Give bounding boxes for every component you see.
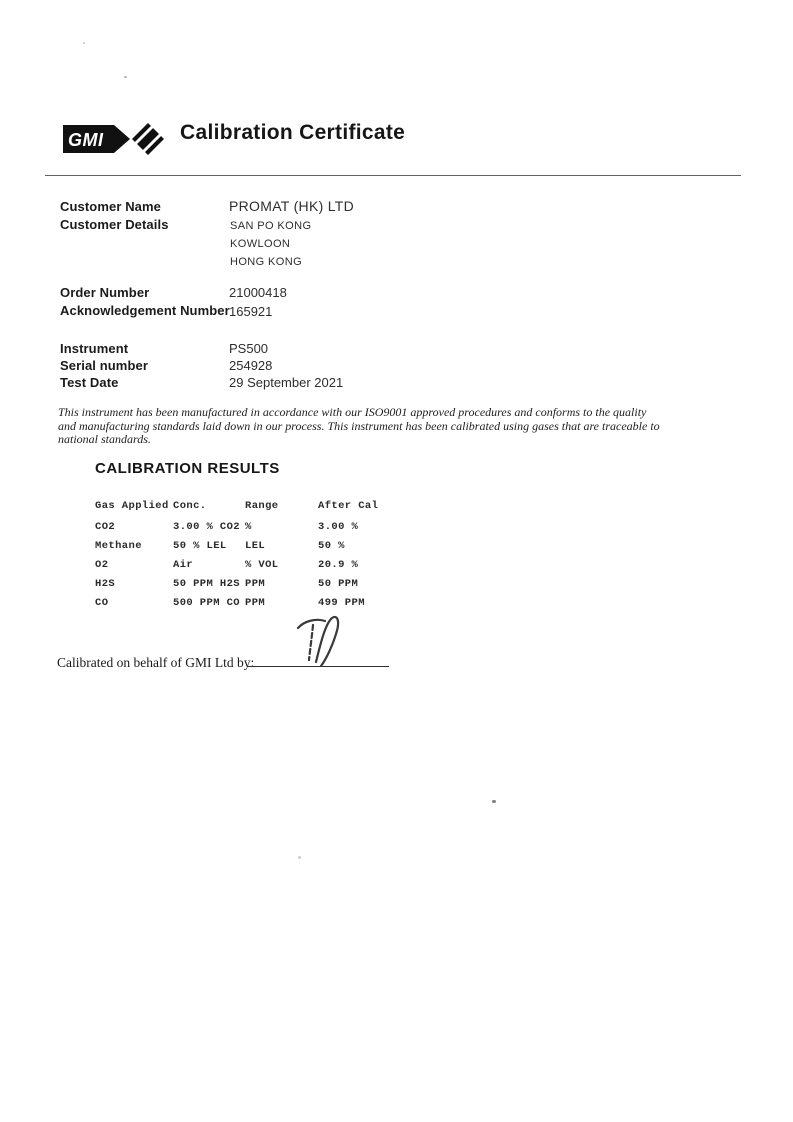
table-cell: % xyxy=(245,521,252,533)
table-cell: 20.9 % xyxy=(318,559,359,571)
signature-icon xyxy=(292,608,356,672)
table-row xyxy=(95,521,425,535)
acknowledgement-number-value: 165921 xyxy=(229,304,273,319)
table-cell: 499 PPM xyxy=(318,597,365,609)
page-title: Calibration Certificate xyxy=(180,121,406,144)
table-cell: O2 xyxy=(95,559,109,571)
table-header-row xyxy=(95,500,425,514)
customer-name-value: PROMAT (HK) LTD xyxy=(229,198,355,214)
diamond-slashes-icon xyxy=(132,123,164,155)
scan-speck xyxy=(83,42,85,44)
customer-address-line: SAN PO KONG xyxy=(230,220,312,232)
table-header-cell: Conc. xyxy=(173,500,207,512)
handwritten-signature xyxy=(292,608,356,672)
table-cell: 3.00 % CO2 xyxy=(173,521,241,533)
table-cell: % VOL xyxy=(245,559,279,571)
scan-speck xyxy=(124,76,127,78)
acknowledgement-number-label: Acknowledgement Number xyxy=(60,303,230,318)
test-date-value: 29 September 2021 xyxy=(229,375,344,390)
table-cell: H2S xyxy=(95,578,116,590)
scan-speck xyxy=(298,856,301,859)
scan-speck xyxy=(492,800,496,803)
table-row xyxy=(95,597,425,611)
table-row xyxy=(95,559,425,573)
table-cell: 50 PPM xyxy=(318,578,359,590)
results-table xyxy=(95,500,425,610)
table-cell: Air xyxy=(173,559,194,571)
statement-line: This instrument has been manufactured in accordance with our ISO9001 approved procedures and conforms to the quality xyxy=(58,405,647,419)
table-cell: 50 PPM H2S xyxy=(173,578,241,590)
table-cell: 50 % LEL xyxy=(173,540,227,552)
serial-number-label: Serial number xyxy=(60,358,148,373)
table-cell: 50 % xyxy=(318,540,345,552)
table-cell: 3.00 % xyxy=(318,521,359,533)
table-header-cell: Gas Applied xyxy=(95,500,169,512)
table-header-cell: Range xyxy=(245,500,279,512)
order-number-label: Order Number xyxy=(60,285,150,300)
results-heading: CALIBRATION RESULTS xyxy=(95,460,280,477)
table-cell: Methane xyxy=(95,540,142,552)
order-number-value: 21000418 xyxy=(229,285,287,300)
table-cell: 500 PPM CO xyxy=(173,597,241,609)
table-row xyxy=(95,578,425,592)
conformity-statement xyxy=(58,406,660,447)
serial-number-value: 254928 xyxy=(229,358,273,373)
instrument-label: Instrument xyxy=(60,341,129,356)
customer-address-line: HONG KONG xyxy=(230,256,303,268)
table-cell: CO xyxy=(95,597,109,609)
instrument-value: PS500 xyxy=(229,341,269,356)
statement-line: and manufacturing standards laid down in our process. This instrument has been calibrated using gases that are traceable to xyxy=(58,418,660,433)
table-row xyxy=(95,540,425,554)
table-header-cell: After Cal xyxy=(318,500,379,512)
customer-address-line: KOWLOON xyxy=(230,238,291,250)
svg-text:GMI: GMI xyxy=(68,130,104,150)
customer-details-label: Customer Details xyxy=(60,217,169,232)
table-cell: PPM xyxy=(245,578,266,590)
signature-label: Calibrated on behalf of GMI Ltd by: xyxy=(57,655,255,670)
table-cell: PPM xyxy=(245,597,266,609)
gmi-logo xyxy=(62,118,168,158)
table-cell: CO2 xyxy=(95,521,116,533)
customer-name-label: Customer Name xyxy=(60,199,161,214)
table-cell: LEL xyxy=(245,540,266,552)
statement-line: national standards. xyxy=(58,432,151,446)
test-date-label: Test Date xyxy=(60,375,119,390)
gmi-logo-icon xyxy=(62,118,168,158)
header-divider xyxy=(45,175,741,176)
